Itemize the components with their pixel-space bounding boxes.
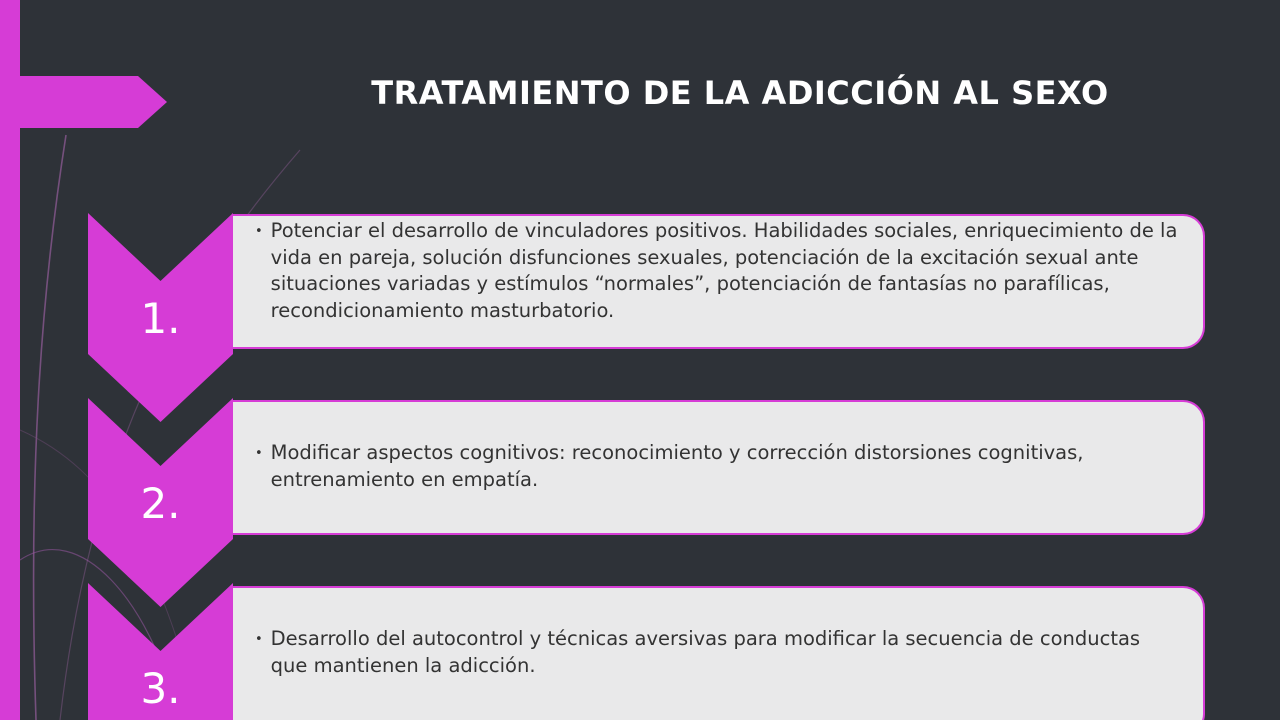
step-1-box — [233, 214, 1205, 349]
step-1-text: Potenciar el desarrollo de vinculadores positivos. Habilidades sociales, enriquecimiento de la vida en pareja, solución disfunciones sexuales, potenciación de la excitación sexual ante situaciones variadas y estímulos “normales”, potenciación de fantasías no parafílicas, recondicionamiento masturbatorio. — [270, 219, 1178, 322]
page-title: TRATAMIENTO DE LA ADICCIÓN AL SEXO — [371, 74, 1109, 112]
step-3-number: 3. — [140, 664, 181, 713]
step-2-text: Modificar aspectos cognitivos: reconocimiento y corrección distorsiones cognitivas, entrenamiento en empatía. — [270, 441, 1084, 491]
step-3-text: Desarrollo del autocontrol y técnicas aversivas para modificar la secuencia de conductas que mantienen la adicción. — [270, 627, 1141, 677]
bullet-icon: • — [255, 224, 263, 239]
title-arrow-shape — [0, 76, 167, 128]
step-2-number: 2. — [140, 479, 181, 528]
bullet-icon: • — [255, 446, 263, 461]
step-3-box — [233, 586, 1205, 720]
step-1-number: 1. — [140, 294, 181, 343]
step-2-box — [233, 400, 1205, 535]
bullet-icon: • — [255, 632, 263, 647]
